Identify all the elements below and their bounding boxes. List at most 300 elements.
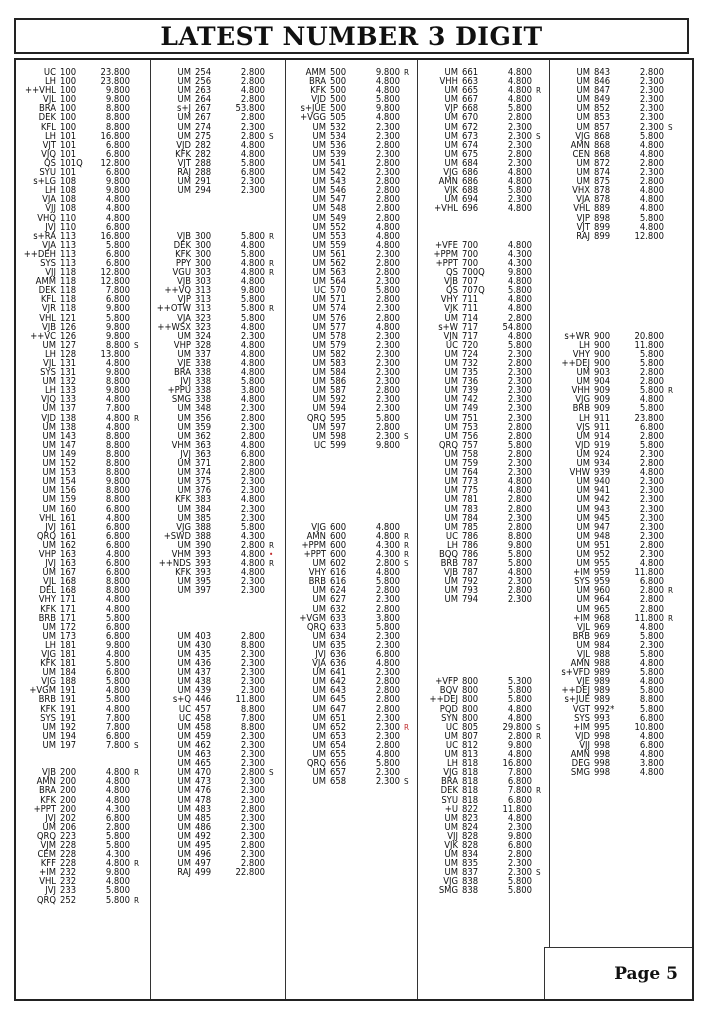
- entry-number: 942: [594, 494, 611, 506]
- entry-amount: 5.800: [507, 285, 532, 297]
- entry-code: UM: [177, 721, 191, 733]
- entry-code: UM: [576, 458, 590, 470]
- entry-number: 458: [195, 712, 212, 724]
- entry-code: UM: [177, 685, 191, 697]
- entry-number: 758: [462, 448, 479, 460]
- entry-amount: 2.300: [240, 121, 265, 133]
- entry-number: 724: [462, 348, 479, 360]
- entry-number: 459: [195, 730, 212, 742]
- entry-code: VJD: [575, 439, 590, 451]
- entry-code: UC: [445, 530, 458, 542]
- entry-number: 739: [462, 385, 479, 397]
- entry-code: LH: [578, 412, 590, 424]
- entry-code: UM: [42, 630, 56, 642]
- table-row: [552, 304, 691, 313]
- entry-code: UM: [444, 358, 458, 369]
- entry-flag: S: [269, 131, 274, 141]
- entry-number: 338: [195, 376, 212, 388]
- entry-number: 684: [462, 157, 479, 169]
- entry-amount: 2.300: [240, 730, 265, 742]
- entry-number: 653: [330, 730, 347, 742]
- table-row: [552, 77, 691, 86]
- entry-number: 206: [60, 821, 77, 833]
- entry-code: UM: [312, 639, 326, 651]
- entry-code: KFK: [40, 603, 56, 615]
- entry-code: UM: [177, 458, 191, 470]
- entry-number: 835: [462, 858, 479, 870]
- entry-code: VJD: [575, 730, 590, 742]
- table-row: [153, 195, 283, 204]
- entry-amount: 2.300: [507, 821, 532, 833]
- table-row: [153, 586, 283, 595]
- entry-code: KFK: [310, 85, 326, 97]
- entry-amount: 53.800: [235, 103, 265, 115]
- entry-amount: 29.800: [502, 721, 532, 733]
- table-row: [552, 223, 691, 232]
- entry-amount: 4.800: [507, 294, 532, 306]
- entry-flag: R: [404, 549, 409, 559]
- entry-code: ++DEJ: [429, 694, 458, 706]
- entry-code: UM: [42, 721, 56, 733]
- entry-number: 388: [195, 521, 212, 533]
- entry-code: VHQ: [37, 212, 56, 224]
- entry-number: 153: [60, 467, 77, 479]
- entry-number: 784: [462, 512, 479, 524]
- entry-code: VJQ: [41, 148, 56, 160]
- entry-amount: 22.800: [235, 867, 265, 879]
- entry-number: 823: [462, 812, 479, 824]
- entry-code: UM: [312, 130, 326, 142]
- entry-number: 993: [594, 712, 611, 724]
- entry-code: UM: [576, 603, 590, 615]
- entry-code: AMN: [438, 176, 458, 188]
- entry-number: 200: [60, 803, 77, 815]
- entry-number: 147: [60, 439, 77, 451]
- entry-amount: 2.800: [507, 148, 532, 160]
- entry-code: UM: [42, 821, 56, 833]
- entry-code: SMG: [438, 885, 458, 897]
- entry-flag: R: [269, 304, 274, 314]
- entry-amount: 8.800: [105, 376, 130, 388]
- entry-code: VJE: [576, 676, 590, 688]
- entry-code: UM: [444, 467, 458, 479]
- entry-code: s+Q: [172, 694, 191, 706]
- entry-amount: 23.800: [100, 76, 130, 88]
- entry-code: UM: [177, 658, 191, 670]
- entry-number: 783: [462, 503, 479, 515]
- entry-amount: 2.800: [507, 430, 532, 442]
- entry-number: 939: [594, 467, 611, 479]
- entry-code: LH: [44, 76, 56, 88]
- entry-code: SYU: [39, 167, 56, 179]
- entry-number: 903: [594, 367, 611, 379]
- entry-number: 118: [60, 267, 77, 279]
- entry-code: SYN: [441, 712, 458, 724]
- entry-code: UM: [444, 403, 458, 415]
- table-row: [552, 186, 691, 195]
- entry-amount: 4.800: [105, 685, 130, 697]
- entry-code: ++VHL: [25, 85, 56, 97]
- entry-amount: 23.800: [100, 67, 130, 78]
- entry-code: VHY: [308, 567, 326, 579]
- entry-amount: 5.800: [105, 894, 130, 906]
- entry-code: UM: [444, 594, 458, 606]
- entry-number: 233: [60, 885, 77, 897]
- entry-amount: 6.800: [639, 739, 664, 751]
- entry-amount: 7.800: [507, 785, 532, 797]
- entry-amount: 4.800: [375, 76, 400, 88]
- entry-amount: 5.800: [240, 248, 265, 260]
- entry-code: UM: [312, 221, 326, 233]
- entry-amount: 5.800: [639, 348, 664, 360]
- entry-code: DEK: [38, 285, 56, 297]
- entry-amount: 4.800: [240, 85, 265, 97]
- entry-code: BRA: [308, 76, 326, 88]
- entry-code: UM: [177, 839, 191, 851]
- entry-flag: S: [269, 768, 274, 778]
- entry-code: UM: [177, 67, 191, 78]
- entry-code: UM: [177, 730, 191, 742]
- table-row: [552, 168, 691, 177]
- entry-number: 188: [60, 676, 77, 688]
- entry-amount: 2.800: [240, 412, 265, 424]
- entry-amount: 8.800: [240, 721, 265, 733]
- table-row: [552, 523, 691, 532]
- entry-code: KFK: [40, 794, 56, 806]
- entry-number: 171: [60, 594, 77, 606]
- entry-number: 654: [330, 739, 347, 751]
- entry-amount: 4.800: [240, 548, 265, 560]
- entry-number: 393: [195, 567, 212, 579]
- entry-code: UM: [312, 348, 326, 360]
- entry-number: 878: [594, 185, 611, 197]
- entry-number: 385: [195, 512, 212, 524]
- entry-amount: 9.800: [507, 539, 532, 551]
- entry-amount: 5.800: [639, 439, 664, 451]
- entry-number: 282: [195, 148, 212, 160]
- entry-number: 393: [195, 558, 212, 570]
- entry-amount: 2.800: [240, 130, 265, 142]
- entry-amount: 7.800: [105, 712, 130, 724]
- entry-number: 395: [195, 576, 212, 588]
- entry-number: 264: [195, 94, 212, 106]
- entry-number: 435: [195, 649, 212, 660]
- entry-code: BRB: [38, 694, 56, 706]
- entry-number: 786: [462, 530, 479, 542]
- entry-amount: 2.300: [507, 512, 532, 524]
- entry-amount: 4.800: [639, 730, 664, 742]
- entry-number: 100: [60, 94, 77, 106]
- entry-amount: 2.300: [240, 794, 265, 806]
- entry-number: 152: [60, 458, 77, 470]
- entry-amount: 2.300: [639, 639, 664, 651]
- entry-number: 632: [330, 603, 347, 615]
- entry-code: UM: [177, 639, 191, 651]
- entry-code: UM: [444, 376, 458, 388]
- entry-number: 786: [462, 539, 479, 551]
- entry-amount: 4.800: [105, 785, 130, 797]
- entry-amount: 2.800: [240, 803, 265, 815]
- entry-code: UM: [42, 376, 56, 388]
- entry-number: 600: [330, 548, 347, 560]
- table-row: [552, 577, 691, 586]
- table-row: [420, 641, 547, 650]
- entry-code: UM: [177, 476, 191, 488]
- entry-number: 834: [462, 849, 479, 861]
- entry-amount: 6.800: [105, 558, 130, 570]
- entry-amount: 4.800: [240, 276, 265, 288]
- entry-code: ++DEJ: [561, 685, 590, 697]
- entry-number: 500: [330, 67, 347, 78]
- entry-code: +PPT: [303, 548, 326, 560]
- entry-amount: 12.800: [634, 230, 664, 242]
- entry-code: UM: [42, 539, 56, 551]
- entry-code: SYS: [574, 576, 590, 588]
- entry-amount: 8.800: [105, 103, 130, 115]
- entry-flag: R: [269, 268, 274, 278]
- entry-code: UM: [312, 739, 326, 751]
- entry-code: LH: [44, 348, 56, 360]
- entry-number: 300: [195, 239, 212, 251]
- entry-amount: 4.300: [507, 248, 532, 260]
- entry-code: +U: [444, 803, 458, 815]
- entry-code: UM: [444, 348, 458, 360]
- entry-number: 313: [195, 294, 212, 306]
- entry-code: UM: [177, 512, 191, 524]
- table-row: [420, 623, 547, 632]
- entry-flag: R: [134, 413, 139, 423]
- table-row: [552, 441, 691, 450]
- entry-amount: 2.800: [639, 539, 664, 551]
- table-row: [552, 368, 691, 377]
- entry-amount: 2.300: [240, 785, 265, 797]
- entry-flag: R: [134, 768, 139, 778]
- entry-number: 875: [594, 176, 611, 188]
- entry-flag: R: [269, 231, 274, 241]
- entry-amount: 6.800: [105, 667, 130, 679]
- entry-amount: 4.800: [105, 421, 130, 433]
- entry-code: VJJ: [45, 267, 56, 279]
- entry-code: JVJ: [180, 376, 191, 388]
- entry-number: 800: [462, 685, 479, 697]
- entry-code: LH: [44, 185, 56, 197]
- entry-code: UM: [444, 512, 458, 524]
- entry-number: 828: [462, 839, 479, 851]
- entry-number: 390: [195, 539, 212, 551]
- entry-number: 700: [462, 239, 479, 251]
- entry-number: 108: [60, 185, 77, 197]
- entry-code: UM: [312, 248, 326, 260]
- entry-amount: 2.300: [639, 448, 664, 460]
- entry-code: QRQ: [36, 894, 56, 906]
- entry-amount: 2.800: [639, 67, 664, 78]
- entry-code: UM: [444, 521, 458, 533]
- entry-number: 267: [195, 112, 212, 124]
- entry-amount: 2.300: [639, 103, 664, 115]
- entry-number: 126: [60, 321, 77, 333]
- entry-code: VJG: [311, 521, 326, 533]
- entry-code: DEL: [39, 585, 56, 597]
- entry-number: 909: [594, 394, 611, 406]
- entry-code: UM: [177, 485, 191, 497]
- entry-amount: 2.800: [507, 521, 532, 533]
- entry-amount: 2.300: [507, 858, 532, 870]
- table-row: [288, 505, 415, 514]
- entry-number: 951: [594, 539, 611, 551]
- entry-code: +IM: [39, 867, 56, 879]
- entry-code: UM: [177, 112, 191, 124]
- entry-amount: 4.800: [105, 776, 130, 788]
- entry-number: 559: [330, 239, 347, 251]
- entry-number: 998: [594, 767, 611, 779]
- entry-number: 223: [60, 830, 77, 842]
- entry-amount: 4.800: [507, 176, 532, 188]
- entry-number: 600: [330, 539, 347, 551]
- entry-amount: 4.800: [507, 712, 532, 724]
- entry-number: 577: [330, 321, 347, 333]
- entry-code: VJJ: [45, 203, 56, 215]
- entry-code: UC: [178, 703, 191, 715]
- entry-number: 940: [594, 476, 611, 488]
- entry-number: 775: [462, 485, 479, 497]
- entry-code: UM: [177, 849, 191, 861]
- entry-amount: 5.800: [240, 312, 265, 324]
- entry-amount: 6.800: [639, 576, 664, 588]
- entry-amount: 2.800: [375, 558, 400, 570]
- entry-code: UM: [312, 558, 326, 570]
- entry-code: UM: [312, 721, 326, 733]
- entry-flag: S: [404, 559, 409, 569]
- entry-amount: 4.800: [240, 239, 265, 251]
- entry-number: 168: [60, 585, 77, 597]
- entry-amount: 2.300: [375, 167, 400, 179]
- entry-code: AMN: [570, 749, 590, 761]
- entry-code: UM: [576, 639, 590, 651]
- entry-code: UM: [312, 630, 326, 642]
- entry-code: BRA: [173, 367, 191, 379]
- table-row: [552, 595, 691, 604]
- column-4: [418, 60, 550, 999]
- entry-number: 126: [60, 330, 77, 342]
- entry-amount: 2.800: [507, 421, 532, 433]
- table-row: [552, 150, 691, 159]
- entry-amount: 5.800: [507, 685, 532, 697]
- entry-code: UM: [444, 430, 458, 442]
- entry-code: UM: [312, 294, 326, 306]
- entry-amount: 2.300: [639, 121, 664, 133]
- entry-amount: 6.800: [105, 257, 130, 269]
- entry-number: 388: [195, 530, 212, 542]
- entry-amount: 5.800: [105, 839, 130, 851]
- entry-number: 818: [462, 785, 479, 797]
- entry-number: 505: [330, 112, 347, 124]
- entry-number: 191: [60, 694, 77, 706]
- entry-amount: 2.300: [240, 849, 265, 861]
- entry-number: 909: [594, 385, 611, 397]
- entry-number: 363: [195, 439, 212, 451]
- entry-amount: 5.300: [507, 676, 532, 688]
- column-3: [286, 60, 418, 999]
- entry-code: SYS: [574, 712, 590, 724]
- entry-number: 714: [462, 312, 479, 324]
- entry-code: UM: [576, 594, 590, 606]
- entry-number: 686: [462, 176, 479, 188]
- entry-amount: 2.300: [240, 749, 265, 761]
- entry-number: 594: [330, 403, 347, 415]
- entry-code: UM: [444, 139, 458, 151]
- entry-number: 282: [195, 139, 212, 151]
- entry-number: 634: [330, 630, 347, 642]
- entry-code: UM: [312, 267, 326, 279]
- entry-number: 945: [594, 512, 611, 524]
- entry-amount: 4.800: [105, 358, 130, 369]
- entry-number: 969: [594, 621, 611, 633]
- entry-number: 163: [60, 558, 77, 570]
- table-row: [420, 650, 547, 659]
- entry-amount: 8.800: [507, 530, 532, 542]
- entry-amount: 12.800: [100, 157, 130, 169]
- entry-code: UM: [312, 749, 326, 761]
- entry-amount: 2.800: [639, 603, 664, 615]
- entry-amount: 2.300: [375, 130, 400, 142]
- entry-amount: 5.800: [507, 694, 532, 706]
- entry-number: 657: [330, 767, 347, 779]
- entry-code: VHH: [439, 76, 458, 88]
- entry-code: UM: [312, 121, 326, 133]
- entry-code: SYS: [40, 257, 56, 269]
- entry-number: 753: [462, 421, 479, 433]
- entry-amount: 4.800: [375, 112, 400, 124]
- table-row: [552, 486, 691, 495]
- entry-number: 113: [60, 230, 77, 242]
- entry-amount: 2.800: [375, 185, 400, 197]
- entry-code: AMN: [36, 776, 56, 788]
- entry-code: VJP: [576, 212, 590, 224]
- entry-code: UM: [576, 94, 590, 106]
- entry-number: 363: [195, 448, 212, 460]
- entry-number: 546: [330, 185, 347, 197]
- entry-number: 959: [594, 576, 611, 588]
- entry-code: s+VFD: [561, 667, 590, 679]
- entry-amount: 2.800: [375, 694, 400, 706]
- entry-amount: 2.800: [105, 821, 130, 833]
- entry-code: UM: [576, 367, 590, 379]
- entry-code: +VGM: [299, 612, 326, 624]
- entry-number: 143: [60, 430, 77, 442]
- entry-number: 736: [462, 376, 479, 388]
- entry-code: BRB: [440, 558, 458, 570]
- entry-code: PQD: [439, 703, 458, 715]
- entry-amount: 4.800: [507, 203, 532, 215]
- entry-amount: 2.800: [375, 176, 400, 188]
- entry-number: 838: [462, 876, 479, 888]
- entry-amount: 2.300: [507, 385, 532, 397]
- entry-code: +SWD: [163, 530, 191, 542]
- entry-amount: 5.800: [375, 576, 400, 588]
- entry-code: VHH: [571, 385, 590, 397]
- entry-code: BQQ: [438, 548, 458, 560]
- entry-amount: 12.800: [100, 276, 130, 288]
- entry-flag: R: [269, 559, 274, 569]
- entry-number: 543: [330, 176, 347, 188]
- entry-number: 462: [195, 739, 212, 751]
- entry-code: UM: [444, 476, 458, 488]
- entry-amount: 4.800: [375, 85, 400, 97]
- entry-number: 749: [462, 403, 479, 415]
- entry-code: UM: [444, 503, 458, 515]
- entry-number: 100: [60, 121, 77, 133]
- entry-number: 599: [330, 439, 347, 451]
